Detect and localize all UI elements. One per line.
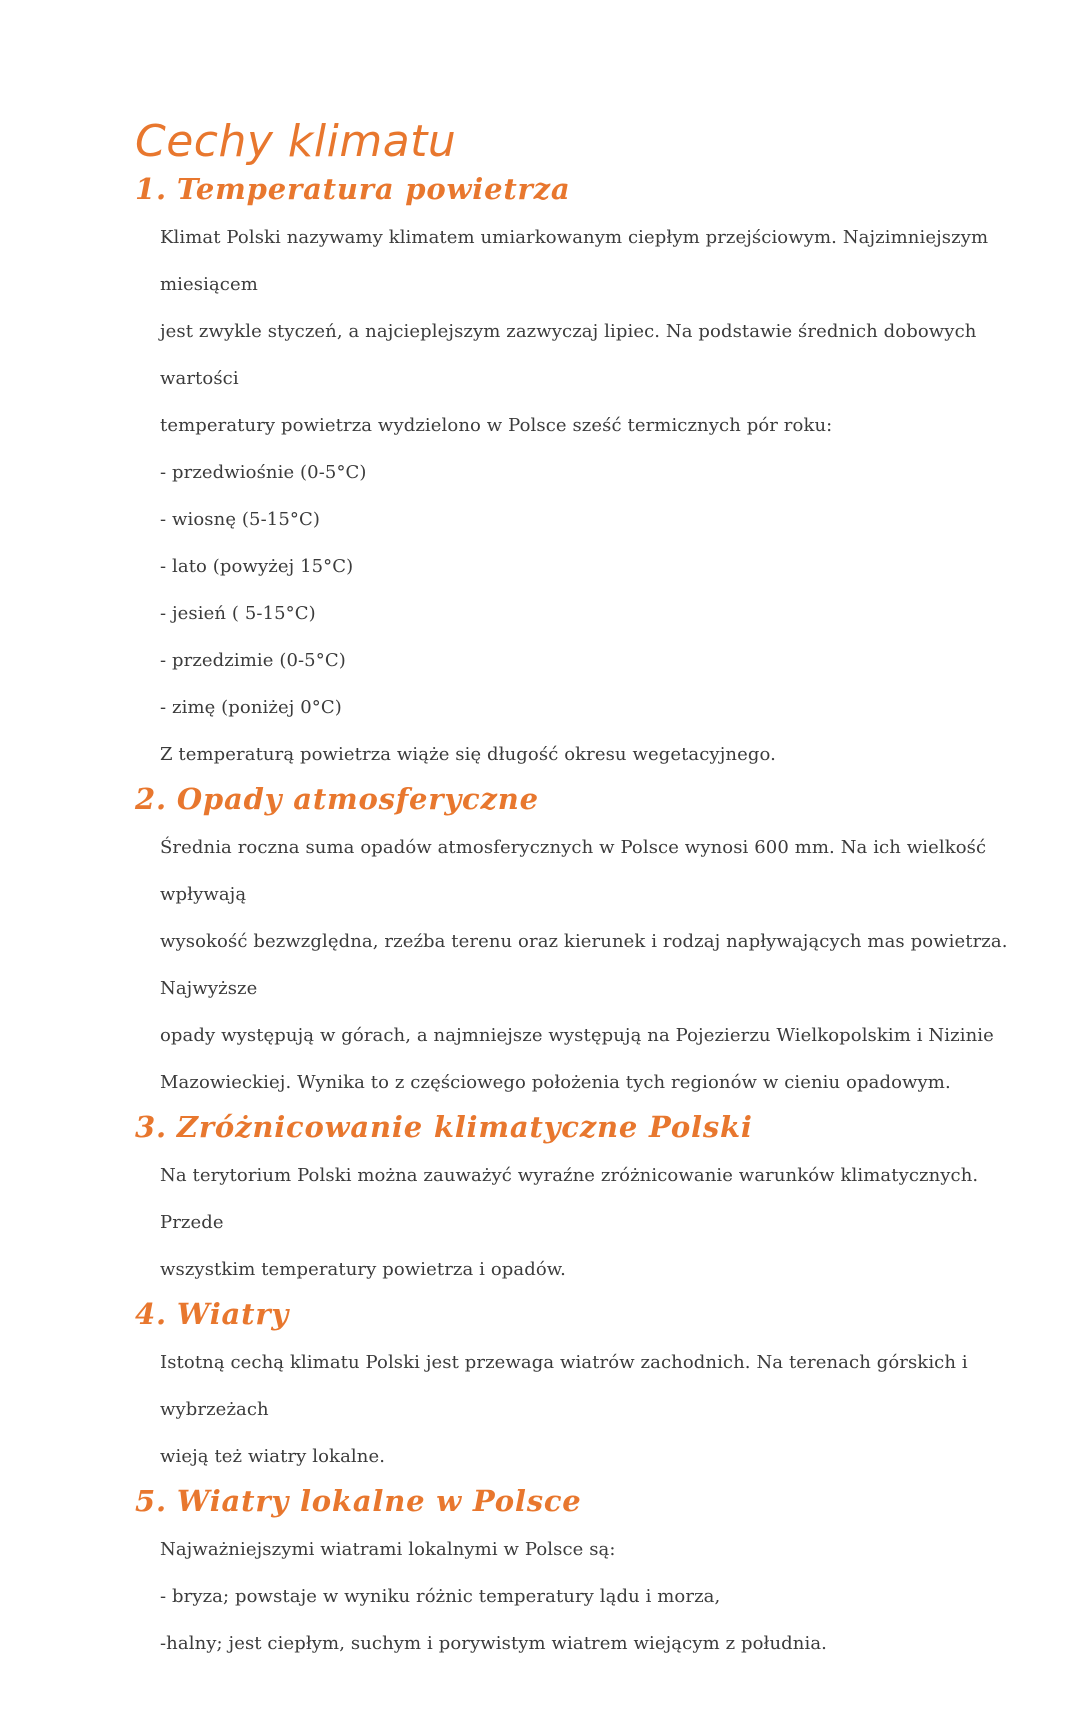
body-line: Z temperaturą powietrza wiąże się długość okresu wegetacyjnego. xyxy=(160,744,776,766)
body-line: wieją też wiatry lokalne. xyxy=(160,1446,386,1468)
body-line: Na terytorium Polski można zauważyć wyraźne zróżnicowanie warunków klimatycznych. Przede xyxy=(160,1165,979,1234)
section-heading xyxy=(135,1108,1010,1146)
body-line: - przedzimie (0-5°C) xyxy=(160,650,346,672)
body-line: - przedwiośnie (0-5°C) xyxy=(160,462,367,484)
body-line: - zimę (poniżej 0°C) xyxy=(160,697,342,719)
sections xyxy=(135,170,1010,1667)
body-line: Istotną cechą klimatu Polski jest przewaga wiatrów zachodnich. Na terenach górskich i wybrzeżach xyxy=(160,1352,968,1421)
section-title: Temperatura powietrza xyxy=(176,172,571,207)
body-line: Mazowieckiej. Wynika to z częściowego położenia tych regionów w cieniu opadowym. xyxy=(160,1072,951,1094)
body-line: wszystkim temperatury powietrza i opadów. xyxy=(160,1259,566,1281)
section-body xyxy=(135,1526,1010,1667)
body-line: - bryza; powstaje w wyniku różnic temperatury lądu i morza, xyxy=(160,1586,721,1608)
section-5 xyxy=(135,1482,1010,1667)
section-number: 2. xyxy=(135,782,167,817)
body-line: - wiosnę (5-15°C) xyxy=(160,509,320,531)
section-heading xyxy=(135,780,1010,818)
section-heading xyxy=(135,1482,1010,1520)
body-line: temperatury powietrza wydzielono w Polsce sześć termicznych pór roku: xyxy=(160,415,833,437)
section-3 xyxy=(135,1108,1010,1293)
body-line: - jesień ( 5-15°C) xyxy=(160,603,316,625)
section-heading xyxy=(135,1295,1010,1333)
section-2 xyxy=(135,780,1010,1106)
section-title: Opady atmosferyczne xyxy=(176,782,539,817)
section-body xyxy=(135,824,1010,1106)
body-line: Średnia roczna suma opadów atmosferycznych w Polsce wynosi 600 mm. Na ich wielkość wpływają xyxy=(160,837,987,906)
body-line: opady występują w górach, a najmniejsze występują na Pojezierzu Wielkopolskim i Nizinie xyxy=(160,1025,994,1047)
section-body xyxy=(135,1339,1010,1480)
body-line: Klimat Polski nazywamy klimatem umiarkowanym ciepłym przejściowym. Najzimniejszym miesiącem xyxy=(160,227,989,296)
body-line: jest zwykle styczeń, a najcieplejszym zazwyczaj lipiec. Na podstawie średnich dobowych wartości xyxy=(160,321,977,390)
section-number: 1. xyxy=(135,172,167,207)
section-4 xyxy=(135,1295,1010,1480)
body-line: -halny; jest ciepłym, suchym i porywistym wiatrem wiejącym z południa. xyxy=(160,1633,827,1655)
section-number: 3. xyxy=(135,1110,167,1145)
section-title: Wiatry lokalne w Polsce xyxy=(176,1484,582,1519)
page-title: Cechy klimatu xyxy=(135,116,457,167)
body-line: wysokość bezwzględna, rzeźba terenu oraz kierunek i rodzaj napływających mas powietrza. Najwyższe xyxy=(160,931,1008,1000)
section-body xyxy=(135,1152,1010,1293)
section-1 xyxy=(135,170,1010,778)
body-line: Najważniejszymi wiatrami lokalnymi w Polsce są: xyxy=(160,1539,616,1561)
section-title: Zróżnicowanie klimatyczne Polski xyxy=(176,1110,753,1145)
section-heading xyxy=(135,170,1010,208)
section-number: 4. xyxy=(135,1297,167,1332)
body-line: - lato (powyżej 15°C) xyxy=(160,556,354,578)
section-number: 5. xyxy=(135,1484,167,1519)
section-title: Wiatry xyxy=(176,1297,290,1332)
section-body xyxy=(135,214,1010,778)
